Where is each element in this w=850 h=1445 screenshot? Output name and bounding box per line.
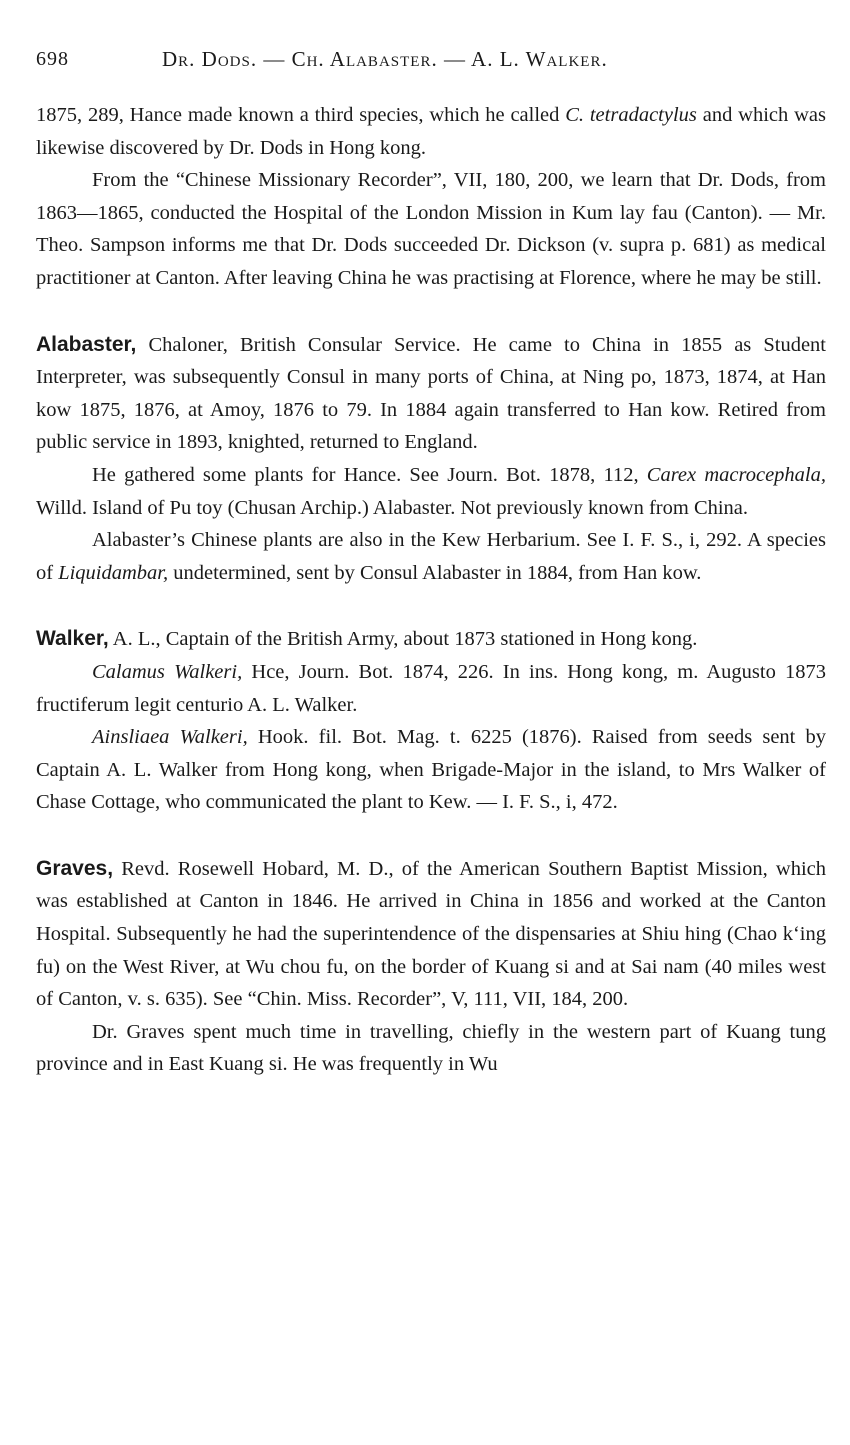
walker-paragraph-1: Walker, A. L., Captain of the British Army, about 1873 stationed in Hong kong.	[36, 627, 698, 651]
page-header	[36, 43, 826, 77]
entry-name: Alabaster,	[36, 332, 137, 356]
dods-paragraph-2: From the “Chinese Missionary Recorder”, VII, 180, 200, we learn that Dr. Dods, from 1863—1865, conducted the Hospital of the London Mission in Kum lay fau (Canton). — Mr. Theo. Sampson informs me that Dr. Dods succeeded Dr. Dickson (v. supra p. 681) as medical practitioner at Canton. After leaving China he was practising at Florence, where he may be still.	[36, 169, 826, 289]
body-text	[36, 99, 826, 1081]
alabaster-paragraph-2: He gathered some plants for Hance. See Journ. Bot. 1878, 112, Carex macrocephala, Willd. Island of Pu toy (Chusan Archip.) Alabaster. Not previously known from China.	[36, 463, 826, 519]
alabaster-paragraph-3: Alabaster’s Chinese plants are also in the Kew Herbarium. See I. F. S., i, 292. A species of Liquidambar, undetermined, sent by Consul Alabaster in 1884, from Han kow.	[36, 529, 826, 584]
dods-paragraph-1: 1875, 289, Hance made known a third species, which he called C. tetradactylus and which was likewise discovered by Dr. Dods in Hong kong.	[36, 104, 826, 159]
running-head: Dr. Dods. — Ch. Alabaster. — A. L. Walker.	[162, 47, 608, 71]
graves-paragraph-2: Dr. Graves spent much time in travelling, chiefly in the western part of Kuang tung province and in East Kuang si. He was frequently in Wu	[36, 1020, 826, 1076]
entry-graves	[36, 853, 826, 1081]
walker-paragraph-3: Ainsliaea Walkeri, Hook. fil. Bot. Mag. t. 6225 (1876). Raised from seeds sent by Captain A. L. Walker from Hong kong, when Brigade-Major in the island, to Mrs Walker of Chase Cottage, who communicated the plant to Kew. — I. F. S., i, 472.	[36, 726, 826, 814]
entry-walker	[36, 623, 826, 819]
species-name: Ainsliaea Walkeri,	[92, 726, 248, 749]
species-name: Carex macrocephala,	[646, 463, 826, 486]
graves-paragraph-1: Graves, Revd. Rosewell Hobard, M. D., of the American Southern Baptist Mission, which was established at Canton in 1846. He arrived in China in 1856 and worked at the Canton Hospital. Subsequently he had the superintendence of the dispensaries at Shiu hing (Chao k‘ing fu) on the West River, at Wu chou fu, on the border of Kuang si and at Sai nam (40 miles west of Canton, v. s. 635). See “Chin. Miss. Recorder”, V, 111, VII, 184, 200.	[36, 856, 826, 1011]
entry-name: Walker,	[36, 627, 109, 651]
entry-alabaster	[36, 329, 826, 590]
entry-name: Graves,	[36, 856, 114, 880]
walker-paragraph-2: Calamus Walkeri, Hce, Journ. Bot. 1874, 226. In ins. Hong kong, m. Augusto 1873 fructiferum legit centurio A. L. Walker.	[36, 660, 826, 716]
species-name: Calamus Walkeri,	[92, 660, 243, 683]
species-name: Liquidambar,	[58, 561, 169, 584]
alabaster-paragraph-1: Alabaster, Chaloner, British Consular Service. He came to China in 1855 as Student Interpreter, was subsequently Consul in many ports of China, at Ning po, 1873, 1874, at Han kow 1875, 1876, at Amoy, 1876 to 79. In 1884 again transferred to Han kow. Retired from public service in 1893, knighted, returned to England.	[36, 332, 826, 454]
page-number: 698	[36, 48, 69, 70]
species-name: C. tetradactylus	[565, 104, 697, 126]
